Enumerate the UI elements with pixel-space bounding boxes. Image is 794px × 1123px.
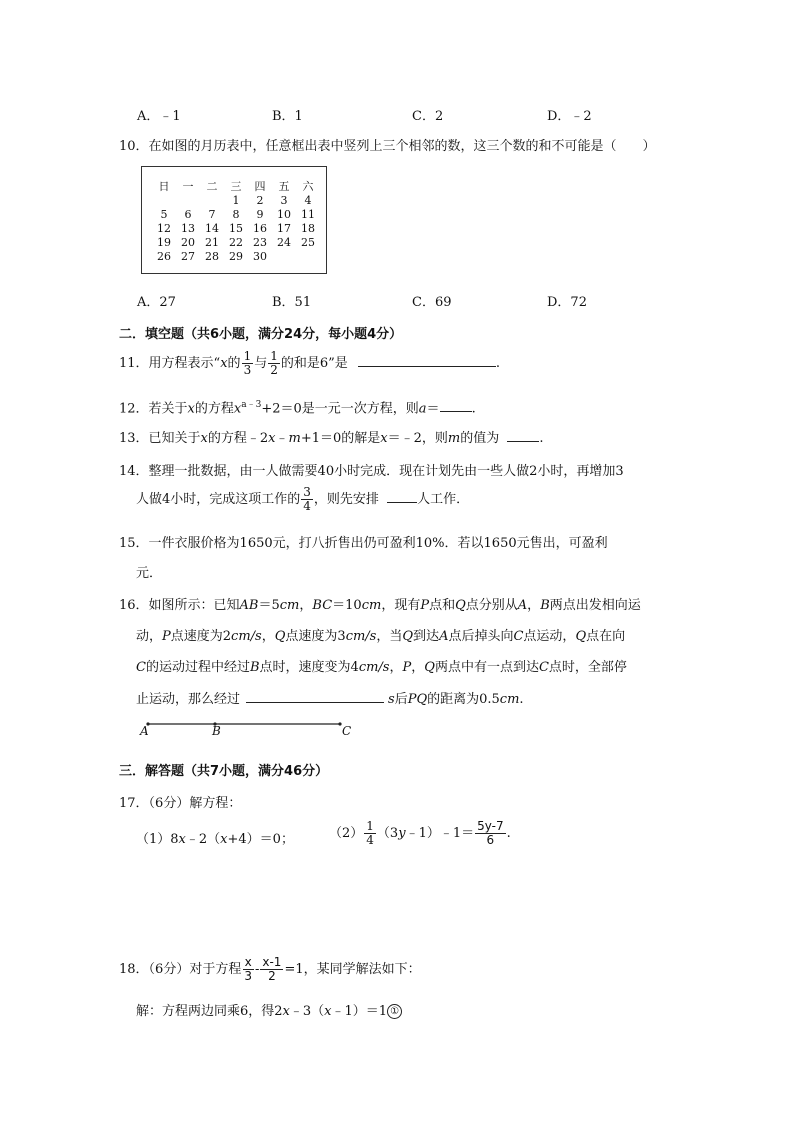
- numerator: 3: [303, 485, 311, 499]
- calendar-header: 三: [230, 180, 242, 193]
- q17-text: （1）8: [136, 832, 179, 847]
- unit: cm/s: [231, 629, 262, 644]
- calendar-cell: 20: [181, 236, 195, 249]
- q18-text: 解：方程两边同乘6，得2: [136, 1004, 283, 1019]
- unit: s: [388, 692, 395, 707]
- calendar-cell: 12: [157, 222, 171, 235]
- q18-text: ﹣1）＝1: [331, 1004, 388, 1019]
- q11: [119, 350, 500, 377]
- calendar-cell: 26: [157, 250, 171, 263]
- label-a: A: [140, 724, 149, 738]
- point-p: P: [420, 598, 430, 613]
- q17-part-1: [136, 828, 294, 847]
- q17-text: （3: [376, 826, 399, 841]
- calendar-cell: 25: [301, 236, 315, 249]
- label-c: C: [342, 724, 352, 738]
- var-x: x: [200, 431, 208, 446]
- calendar-cell: 19: [157, 236, 171, 249]
- q18-text: ﹣3（: [289, 1004, 325, 1019]
- q16-text: ，: [411, 660, 425, 675]
- calendar-box: [141, 166, 327, 274]
- denominator: 6: [486, 833, 495, 847]
- q12: [119, 397, 476, 416]
- q13-text: +1＝0的解是: [300, 431, 381, 446]
- q16-text: 的运动过程中经过: [145, 660, 250, 675]
- calendar-row: [152, 208, 320, 222]
- segment-ab: AB: [239, 598, 259, 613]
- q16-text: 点运动，: [523, 629, 576, 644]
- q13-text: ＝﹣2，则: [387, 431, 448, 446]
- q15-line-2: 元．: [136, 566, 163, 581]
- q10-option-d: D．72: [547, 295, 587, 310]
- q16-line-4: [136, 688, 524, 707]
- unit: cm: [499, 692, 520, 707]
- q16-text: ，: [261, 629, 275, 644]
- period: .: [471, 401, 476, 417]
- q16-text: 点分别从: [465, 598, 518, 613]
- var-a: a: [418, 401, 427, 417]
- unit: cm: [279, 598, 300, 613]
- q13-text: 的值为: [460, 431, 500, 446]
- calendar-cell: 28: [205, 250, 219, 263]
- q10-stem: 10．在如图的月历表中，任意框出表中竖列上三个相邻的数，这三个数的和不可能是（ ）: [119, 139, 656, 154]
- calendar-cell: [176, 194, 200, 208]
- q16-text: ，现有: [381, 598, 421, 613]
- point-a: A: [517, 598, 528, 613]
- q17-part-2: [329, 820, 511, 847]
- numerator: 1: [366, 819, 374, 833]
- var-x: x: [324, 1004, 332, 1019]
- q14-line-2: [136, 486, 469, 513]
- fraction: [242, 956, 254, 983]
- denominator: 4: [303, 499, 311, 513]
- q9-option-c: C．2: [412, 109, 444, 124]
- point-q: Q: [575, 629, 587, 644]
- calendar-cell: 2: [256, 194, 264, 207]
- calendar-cell: 27: [181, 250, 195, 263]
- calendar-cell: 9: [256, 208, 264, 221]
- var-x: x: [220, 356, 228, 371]
- q16-text: ，: [299, 598, 313, 613]
- var-x: x: [187, 401, 195, 417]
- calendar-header: 一: [182, 180, 194, 193]
- q16-text: .: [519, 692, 524, 707]
- calendar-cell: 3: [280, 194, 288, 207]
- point-p: P: [402, 660, 412, 675]
- calendar-cell: 5: [160, 208, 168, 221]
- calendar-cell: 16: [253, 222, 267, 235]
- calendar-cell: 17: [277, 222, 291, 235]
- denominator: 3: [243, 363, 252, 377]
- calendar-row: [152, 222, 320, 236]
- q13: [119, 427, 544, 446]
- calendar-cell: [296, 250, 320, 264]
- minus-sign: -: [254, 962, 260, 977]
- q16-text: 点时，速度变为4: [259, 660, 359, 675]
- q16-text: ，: [527, 598, 541, 613]
- q17-text: （2）: [329, 826, 364, 841]
- calendar-cell: 14: [205, 222, 219, 235]
- point-b: B: [249, 660, 260, 675]
- calendar-row: [152, 236, 320, 250]
- q12-text: +2＝0是一元一次方程，则: [261, 401, 419, 417]
- label-b: B: [212, 724, 221, 738]
- fraction: [364, 820, 376, 847]
- q16-line-1: [119, 594, 641, 613]
- q11-text: 11．用方程表示“: [119, 356, 221, 371]
- q16-text: ，当: [376, 629, 403, 644]
- answer-blank[interactable]: [246, 702, 384, 703]
- q17-text: ﹣1）﹣1＝: [405, 826, 475, 841]
- q16-text: 到达: [413, 629, 440, 644]
- segment-pq: PQ: [407, 692, 428, 707]
- q16-text: 动，: [136, 629, 163, 644]
- calendar-cell: [272, 250, 296, 264]
- q16-text: 点速度为3: [285, 629, 346, 644]
- q10-option-b: B．51: [272, 295, 312, 310]
- point-q: Q: [274, 629, 286, 644]
- unit: cm/s: [358, 660, 390, 675]
- q14-text: ，则先安排: [313, 492, 379, 507]
- calendar-cell: 15: [229, 222, 243, 235]
- q16-text: 两点出发相向运: [549, 598, 641, 613]
- q16-text: ，: [389, 660, 403, 675]
- q14-text: 人做4小时，完成这项工作的: [136, 492, 301, 507]
- q9-option-b: B．1: [272, 109, 303, 124]
- q10-option-c: C．69: [412, 295, 452, 310]
- q16-text: 的距离为0.5: [427, 692, 500, 707]
- denominator: 4: [366, 833, 374, 847]
- q16-text: 16．如图所示：已知: [119, 598, 240, 613]
- q14-text: 人工作．: [417, 492, 470, 507]
- fraction: [475, 820, 506, 847]
- q16-text: ＝5: [258, 598, 280, 613]
- q9-option-a: A．﹣1: [137, 109, 181, 124]
- calendar-cell: 22: [229, 236, 243, 249]
- q17-text: ﹣2（: [185, 832, 221, 847]
- q16-text: 点速度为2: [170, 629, 232, 644]
- point-c: C: [513, 629, 524, 644]
- section-3-title: 三．解答题（共7小题，满分46分）: [119, 764, 329, 779]
- numerator: 5y-7: [477, 819, 504, 833]
- q16-text: 两点中有一点到达: [434, 660, 539, 675]
- calendar-cell: [152, 194, 176, 208]
- calendar-cell: [200, 194, 224, 208]
- point-q: Q: [424, 660, 435, 675]
- calendar-cell: 11: [301, 208, 315, 221]
- point-p: P: [162, 629, 171, 644]
- q17-stem: 17．（6分）解方程：: [119, 796, 242, 811]
- q15-line-1: 15．一件衣服价格为1650元，打八折售出仍可盈利10%．若以1650元售出，可盈利: [119, 536, 608, 551]
- point-a: A: [439, 629, 449, 644]
- var-x: x: [380, 431, 388, 446]
- q9-option-d: D．﹣2: [547, 109, 592, 124]
- q11-text: 的和是6”是: [280, 356, 348, 371]
- segment-bc: BC: [312, 598, 333, 613]
- denominator: 3: [244, 969, 252, 983]
- var-x: x: [233, 401, 242, 417]
- q14-line-1: 14．整理一批数据，由一人做需要40小时完成．现在计划先由一些人做2小时，再增加3: [119, 464, 624, 479]
- q12-text: ＝: [426, 401, 440, 417]
- point-c: C: [538, 660, 549, 675]
- calendar-cell: 29: [229, 250, 243, 263]
- answer-blank[interactable]: [440, 411, 472, 412]
- q16-line-2: [136, 625, 625, 644]
- q16-text: 点和: [429, 598, 456, 613]
- numerator: 1: [243, 349, 252, 363]
- q18-line-1: [119, 956, 421, 983]
- point-b: B: [540, 598, 550, 613]
- point-c: C: [136, 660, 146, 675]
- q12-text: 的方程: [194, 401, 234, 417]
- point-q: Q: [402, 629, 414, 644]
- numerator: 1: [270, 349, 278, 363]
- unit: cm: [361, 598, 382, 613]
- calendar-header: 二: [206, 180, 218, 193]
- point-q: Q: [455, 598, 466, 613]
- fraction: [268, 350, 280, 377]
- exponent: a﹣3: [241, 400, 262, 410]
- q16-text: ＝10: [332, 598, 362, 613]
- var-x: x: [220, 832, 228, 847]
- calendar-cell: 30: [253, 250, 267, 263]
- fraction: [242, 350, 254, 377]
- q18-text: =1，某同学解法如下：: [284, 962, 421, 977]
- q11-text: 与: [254, 356, 268, 371]
- calendar-header-row: [152, 180, 320, 194]
- period: .: [539, 431, 544, 446]
- segment-diagram: [135, 716, 365, 744]
- calendar-header: 日: [158, 180, 170, 193]
- fraction: [301, 486, 313, 513]
- calendar-row: [152, 194, 320, 208]
- calendar-cell: 13: [181, 222, 195, 235]
- calendar-cell: 10: [277, 208, 291, 221]
- calendar-cell: 8: [232, 208, 240, 221]
- var-x: x: [178, 832, 186, 847]
- var-x: x: [282, 1004, 290, 1019]
- answer-blank[interactable]: [358, 366, 496, 367]
- calendar-cell: 7: [208, 208, 216, 221]
- q16-line-3: [136, 656, 627, 675]
- q16-text: 后: [394, 692, 408, 707]
- calendar-header: 四: [254, 180, 266, 193]
- calendar-cell: 24: [277, 236, 291, 249]
- q16-text: 点后掉头向: [448, 629, 514, 644]
- denominator: 2: [268, 969, 276, 983]
- section-2-title: 二．填空题（共6小题，满分24分，每小题4分）: [119, 327, 403, 342]
- numerator: x: [244, 955, 252, 969]
- var-x: x: [268, 431, 276, 446]
- calendar-cell: 1: [232, 194, 240, 207]
- circled-number: ①: [387, 1004, 402, 1019]
- q13-text: 的方程﹣2: [207, 431, 269, 446]
- calendar-cell: 18: [301, 222, 315, 235]
- q18-text: 18．（6分）对于方程: [119, 962, 242, 977]
- q16-text: 点时，全部停: [548, 660, 627, 675]
- q13-text: 13．已知关于: [119, 431, 201, 446]
- unit: cm/s: [345, 629, 377, 644]
- answer-blank[interactable]: [387, 502, 417, 503]
- q10-option-a: A．27: [137, 295, 176, 310]
- q13-text: ﹣: [275, 431, 289, 446]
- denominator: 2: [270, 363, 278, 377]
- calendar-cell: 23: [253, 236, 267, 249]
- calendar-header: 六: [302, 180, 314, 193]
- var-m: m: [288, 431, 301, 446]
- numerator: x-1: [262, 955, 282, 969]
- calendar-cell: 4: [304, 194, 312, 207]
- calendar-header: 五: [278, 180, 290, 193]
- calendar-row: [152, 250, 320, 264]
- q16-text: 点在向: [586, 629, 626, 644]
- q18-line-2: [136, 1000, 402, 1019]
- q11-text: 的: [227, 356, 241, 371]
- period: .: [495, 356, 501, 371]
- calendar-table: [152, 180, 320, 264]
- var-m: m: [447, 431, 461, 446]
- answer-blank[interactable]: [507, 441, 539, 442]
- q12-text: 12．若关于: [119, 401, 188, 417]
- fraction: [260, 956, 283, 983]
- q17-text: +4）＝0；: [227, 832, 294, 847]
- calendar-cell: 6: [184, 208, 192, 221]
- var-y: y: [398, 826, 406, 841]
- period: .: [506, 826, 511, 841]
- q16-text: 止运动，那么经过: [136, 692, 241, 707]
- calendar-cell: 21: [205, 236, 219, 249]
